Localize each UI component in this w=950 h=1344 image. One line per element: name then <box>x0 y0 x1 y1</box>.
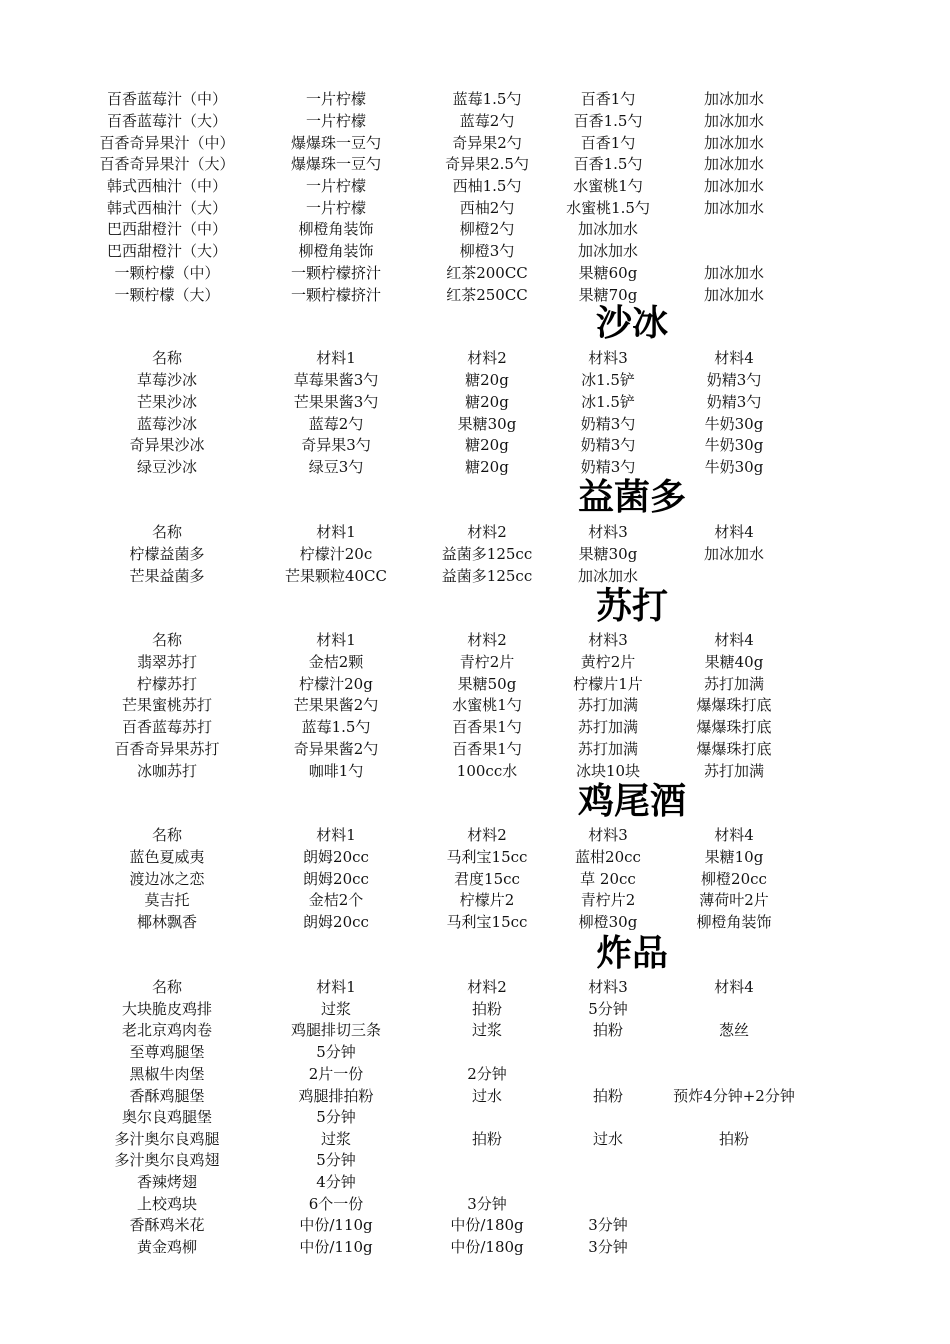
table-row <box>0 1171 950 1193</box>
table-cell: 糖20g <box>465 458 509 476</box>
table-cell: 香酥鸡腿堡 <box>129 1087 205 1105</box>
table-cell: 拍粉 <box>718 1130 749 1148</box>
table-cell: 巴西甜橙汁（中） <box>106 220 227 238</box>
table-cell: 渡边冰之恋 <box>129 870 205 888</box>
table-row <box>0 716 950 738</box>
table-cell: 预炸4分钟+2分钟 <box>673 1087 795 1105</box>
table-cell: 巴西甜橙汁（大） <box>106 242 227 260</box>
table-cell: 芒果沙冰 <box>136 393 197 411</box>
table-row <box>0 284 950 306</box>
table-cell: 材料3 <box>588 523 628 541</box>
table-cell: 百香奇异果汁（大） <box>99 155 235 173</box>
table-cell: 百香1勺 <box>580 134 636 152</box>
table-cell: 名称 <box>151 826 182 844</box>
table-row <box>0 760 950 782</box>
table-row <box>0 1236 950 1258</box>
table-cell: 奶精3勺 <box>580 436 636 454</box>
table-cell: 6个一份 <box>308 1195 364 1213</box>
table-cell: 蓝莓沙冰 <box>136 415 197 433</box>
table-cell: 柳橙角装饰 <box>298 242 374 260</box>
table-cell: 君度15cc <box>454 870 520 888</box>
table-cell: 百香奇异果汁（中） <box>99 134 235 152</box>
table-cell: 柳橙角装饰 <box>696 913 772 931</box>
table-cell: 加冰加水 <box>703 545 764 563</box>
table-cell: 百香果1勺 <box>452 740 522 758</box>
table-cell: 加冰加水 <box>703 155 764 173</box>
table-cell: 绿豆沙冰 <box>136 458 197 476</box>
table-cell: 苏打加满 <box>703 675 764 693</box>
table-row <box>0 218 950 240</box>
table-row <box>0 694 950 716</box>
table-cell: 果糖60g <box>578 264 638 282</box>
table-cell: 蓝色夏威夷 <box>129 848 205 866</box>
table-cell: 柳橙3勺 <box>459 242 515 260</box>
table-cell: 奶精3勺 <box>706 371 762 389</box>
table-cell: 加冰加水 <box>703 264 764 282</box>
table-header-row <box>0 347 950 369</box>
table-cell: 百香果1勺 <box>452 718 522 736</box>
table-cell: 2片一份 <box>308 1065 364 1083</box>
table-row <box>0 391 950 413</box>
table-cell: 5分钟 <box>588 1000 628 1018</box>
table-cell: 爆爆珠打底 <box>696 740 772 758</box>
table-cell: 材料4 <box>714 631 754 649</box>
table-row <box>0 543 950 565</box>
table-cell: 加冰加水 <box>703 112 764 130</box>
table-row <box>0 998 950 1020</box>
table-cell: 黄金鸡柳 <box>136 1238 197 1256</box>
table-cell: 老北京鸡肉卷 <box>121 1021 212 1039</box>
table-cell: 名称 <box>151 978 182 996</box>
table-cell: 3分钟 <box>588 1216 628 1234</box>
table-row <box>0 846 950 868</box>
table-cell: 草莓沙冰 <box>136 371 197 389</box>
table-row <box>0 240 950 262</box>
table-cell: 多汁奥尔良鸡翅 <box>114 1151 220 1169</box>
table-row <box>0 153 950 175</box>
table-cell: 牛奶30g <box>704 458 764 476</box>
table-cell: 加冰加水 <box>577 242 638 260</box>
table-cell: 果糖70g <box>578 286 638 304</box>
table-cell: 奇异果酱2勺 <box>293 740 379 758</box>
table-row <box>0 1063 950 1085</box>
table-cell: 蓝莓2勺 <box>308 415 364 433</box>
table-header-row <box>0 521 950 543</box>
table-cell: 薄荷叶2片 <box>699 891 769 909</box>
table-cell: 牛奶30g <box>704 436 764 454</box>
table-cell: 苏打加满 <box>577 740 638 758</box>
table-cell: 芒果果酱3勺 <box>293 393 379 411</box>
table-cell: 过浆 <box>320 1130 351 1148</box>
table-header-row <box>0 976 950 998</box>
table-cell: 奇异果沙冰 <box>129 436 205 454</box>
section-heading: 炸品 <box>595 933 668 974</box>
table-cell: 100cc水 <box>456 762 518 780</box>
table-cell: 拍粉 <box>592 1021 623 1039</box>
table-cell: 鸡腿排拍粉 <box>298 1087 374 1105</box>
table-cell: 中份/110g <box>299 1238 373 1256</box>
table-cell: 柠檬汁20c <box>299 545 373 563</box>
table-cell: 材料2 <box>467 978 507 996</box>
table-cell: 拍粉 <box>592 1087 623 1105</box>
section-heading: 益菌多 <box>577 477 686 518</box>
table-cell: 中份/180g <box>450 1216 524 1234</box>
section-heading: 苏打 <box>595 586 668 627</box>
table-cell: 材料3 <box>588 631 628 649</box>
table-cell: 拍粉 <box>471 1130 502 1148</box>
table-cell: 葱丝 <box>718 1021 749 1039</box>
table-cell: 黄柠2片 <box>580 653 636 671</box>
table-cell: 糖20g <box>465 393 509 411</box>
table-row <box>0 1193 950 1215</box>
table-cell: 朗姆20cc <box>303 870 369 888</box>
table-row <box>0 1085 950 1107</box>
table-cell: 材料3 <box>588 978 628 996</box>
table-cell: 材料1 <box>316 523 356 541</box>
table-cell: 百香蓝莓汁（中） <box>106 90 227 108</box>
table-row <box>0 1041 950 1063</box>
table-cell: 中份/180g <box>450 1238 524 1256</box>
table-cell: 材料2 <box>467 523 507 541</box>
section-heading: 沙冰 <box>595 303 668 344</box>
table-cell: 翡翠苏打 <box>136 653 197 671</box>
table-cell: 材料1 <box>316 826 356 844</box>
table-cell: 名称 <box>151 349 182 367</box>
table-cell: 柳橙角装饰 <box>298 220 374 238</box>
table-row <box>0 738 950 760</box>
table-cell: 奇异果3勺 <box>301 436 371 454</box>
table-cell: 朗姆20cc <box>303 848 369 866</box>
table-cell: 草 20cc <box>580 870 636 888</box>
table-cell: 过浆 <box>320 1000 351 1018</box>
table-cell: 百香1勺 <box>580 90 636 108</box>
table-cell: 蓝莓2勺 <box>459 112 515 130</box>
table-cell: 一颗柠檬挤汁 <box>290 286 381 304</box>
table-cell: 金桔2颗 <box>308 653 364 671</box>
table-row <box>0 1128 950 1150</box>
table-cell: 一片柠檬 <box>305 177 366 195</box>
table-row <box>0 88 950 110</box>
table-cell: 草莓果酱3勺 <box>293 371 379 389</box>
table-cell: 莫吉托 <box>144 891 190 909</box>
table-cell: 芒果蜜桃苏打 <box>121 696 212 714</box>
table-cell: 苏打加满 <box>703 762 764 780</box>
table-row <box>0 1106 950 1128</box>
table-cell: 红茶200CC <box>446 264 528 282</box>
table-cell: 材料4 <box>714 349 754 367</box>
table-cell: 金桔2个 <box>308 891 364 909</box>
table-cell: 中份/110g <box>299 1216 373 1234</box>
table-cell: 2分钟 <box>467 1065 507 1083</box>
table-cell: 爆爆珠一豆勺 <box>290 134 381 152</box>
table-row <box>0 889 950 911</box>
table-cell: 马利宝15cc <box>446 913 528 931</box>
table-cell: 果糖30g <box>578 545 638 563</box>
table-cell: 奶精3勺 <box>580 415 636 433</box>
table-cell: 一颗柠檬（中） <box>114 264 220 282</box>
table-cell: 材料4 <box>714 826 754 844</box>
table-cell: 材料3 <box>588 826 628 844</box>
table-cell: 一颗柠檬（大） <box>114 286 220 304</box>
table-cell: 糖20g <box>465 371 509 389</box>
table-cell: 爆爆珠打底 <box>696 718 772 736</box>
table-cell: 加冰加水 <box>703 199 764 217</box>
table-cell: 柠檬片2 <box>459 891 515 909</box>
table-cell: 5分钟 <box>316 1151 356 1169</box>
table-cell: 材料2 <box>467 631 507 649</box>
table-cell: 果糖30g <box>457 415 517 433</box>
table-header-row <box>0 629 950 651</box>
table-cell: 水蜜桃1.5勺 <box>566 199 650 217</box>
table-cell: 红茶250CC <box>446 286 528 304</box>
table-cell: 益菌多125cc <box>441 567 533 585</box>
table-cell: 青柠片2 <box>580 891 636 909</box>
table-row <box>0 175 950 197</box>
table-row <box>0 1214 950 1236</box>
table-cell: 奇异果2.5勺 <box>445 155 529 173</box>
table-cell: 牛奶30g <box>704 415 764 433</box>
table-cell: 材料1 <box>316 978 356 996</box>
table-cell: 一片柠檬 <box>305 199 366 217</box>
table-cell: 柳橙20cc <box>701 870 767 888</box>
table-cell: 过水 <box>592 1130 623 1148</box>
table-cell: 一片柠檬 <box>305 112 366 130</box>
table-row <box>0 262 950 284</box>
table-cell: 百香蓝莓苏打 <box>121 718 212 736</box>
table-cell: 韩式西柚汁（中） <box>106 177 227 195</box>
table-cell: 柳橙30g <box>578 913 638 931</box>
table-cell: 上校鸡块 <box>136 1195 197 1213</box>
table-row <box>0 456 950 478</box>
table-cell: 苏打加满 <box>577 696 638 714</box>
table-cell: 过浆 <box>471 1021 502 1039</box>
table-cell: 过水 <box>471 1087 502 1105</box>
table-cell: 加冰加水 <box>703 286 764 304</box>
table-cell: 奶精3勺 <box>706 393 762 411</box>
table-cell: 柠檬片1片 <box>573 675 643 693</box>
table-cell: 青柠2片 <box>459 653 515 671</box>
table-cell: 糖20g <box>465 436 509 454</box>
table-cell: 柠檬益菌多 <box>129 545 205 563</box>
table-cell: 加冰加水 <box>703 177 764 195</box>
table-cell: 一片柠檬 <box>305 90 366 108</box>
table-row <box>0 413 950 435</box>
table-cell: 冰块10块 <box>575 762 641 780</box>
table-cell: 百香奇异果苏打 <box>114 740 220 758</box>
table-cell: 绿豆3勺 <box>308 458 364 476</box>
table-row <box>0 651 950 673</box>
table-cell: 马利宝15cc <box>446 848 528 866</box>
table-cell: 柳橙2勺 <box>459 220 515 238</box>
table-cell: 果糖10g <box>704 848 764 866</box>
table-header-row <box>0 824 950 846</box>
table-cell: 爆爆珠一豆勺 <box>290 155 381 173</box>
table-cell: 益菌多125cc <box>441 545 533 563</box>
table-cell: 芒果颗粒40CC <box>284 567 388 585</box>
table-cell: 拍粉 <box>471 1000 502 1018</box>
table-row <box>0 1149 950 1171</box>
table-cell: 椰林飘香 <box>136 913 197 931</box>
table-cell: 百香1.5勺 <box>573 155 643 173</box>
table-row <box>0 911 950 933</box>
table-cell: 材料2 <box>467 349 507 367</box>
table-row <box>0 434 950 456</box>
table-cell: 3分钟 <box>588 1238 628 1256</box>
table-cell: 材料4 <box>714 523 754 541</box>
table-cell: 加冰加水 <box>577 567 638 585</box>
table-cell: 鸡腿排切三条 <box>290 1021 381 1039</box>
table-cell: 百香蓝莓汁（大） <box>106 112 227 130</box>
table-cell: 蓝莓1.5勺 <box>301 718 371 736</box>
table-cell: 至尊鸡腿堡 <box>129 1043 205 1061</box>
table-cell: 5分钟 <box>316 1043 356 1061</box>
table-cell: 材料1 <box>316 631 356 649</box>
table-cell: 3分钟 <box>467 1195 507 1213</box>
table-cell: 西柚2勺 <box>459 199 515 217</box>
table-cell: 材料1 <box>316 349 356 367</box>
table-row <box>0 1019 950 1041</box>
table-cell: 冰1.5铲 <box>581 371 635 389</box>
table-row <box>0 369 950 391</box>
table-cell: 果糖50g <box>457 675 517 693</box>
table-cell: 朗姆20cc <box>303 913 369 931</box>
table-cell: 名称 <box>151 523 182 541</box>
table-row <box>0 673 950 695</box>
table-row <box>0 197 950 219</box>
table-row <box>0 132 950 154</box>
table-cell: 多汁奥尔良鸡腿 <box>114 1130 220 1148</box>
table-cell: 加冰加水 <box>577 220 638 238</box>
table-cell: 韩式西柚汁（大） <box>106 199 227 217</box>
table-cell: 材料2 <box>467 826 507 844</box>
table-cell: 5分钟 <box>316 1108 356 1126</box>
table-cell: 水蜜桃1勺 <box>452 696 522 714</box>
table-cell: 黑椒牛肉堡 <box>129 1065 205 1083</box>
table-cell: 加冰加水 <box>703 90 764 108</box>
table-cell: 百香1.5勺 <box>573 112 643 130</box>
table-cell: 4分钟 <box>316 1173 356 1191</box>
table-cell: 奇异果2勺 <box>452 134 522 152</box>
table-cell: 香辣烤翅 <box>136 1173 197 1191</box>
table-row <box>0 110 950 132</box>
table-cell: 苏打加满 <box>577 718 638 736</box>
table-row <box>0 868 950 890</box>
table-cell: 名称 <box>151 631 182 649</box>
table-cell: 材料3 <box>588 349 628 367</box>
table-cell: 果糖40g <box>704 653 764 671</box>
table-cell: 咖啡1勺 <box>308 762 364 780</box>
table-cell: 爆爆珠打底 <box>696 696 772 714</box>
table-cell: 材料4 <box>714 978 754 996</box>
table-cell: 加冰加水 <box>703 134 764 152</box>
table-cell: 蓝莓1.5勺 <box>452 90 522 108</box>
table-cell: 芒果益菌多 <box>129 567 205 585</box>
table-cell: 一颗柠檬挤汁 <box>290 264 381 282</box>
table-cell: 芒果果酱2勺 <box>293 696 379 714</box>
section-heading: 鸡尾酒 <box>577 781 686 822</box>
table-cell: 水蜜桃1勺 <box>573 177 643 195</box>
table-row <box>0 565 950 587</box>
table-cell: 冰1.5铲 <box>581 393 635 411</box>
table-cell: 大块脆皮鸡排 <box>121 1000 212 1018</box>
table-cell: 柠檬汁20g <box>299 675 373 693</box>
table-cell: 蓝柑20cc <box>575 848 641 866</box>
table-cell: 柠檬苏打 <box>136 675 197 693</box>
table-cell: 西柚1.5勺 <box>452 177 522 195</box>
table-cell: 香酥鸡米花 <box>129 1216 205 1234</box>
table-cell: 冰咖苏打 <box>136 762 197 780</box>
table-cell: 奶精3勺 <box>580 458 636 476</box>
table-cell: 奥尔良鸡腿堡 <box>121 1108 212 1126</box>
